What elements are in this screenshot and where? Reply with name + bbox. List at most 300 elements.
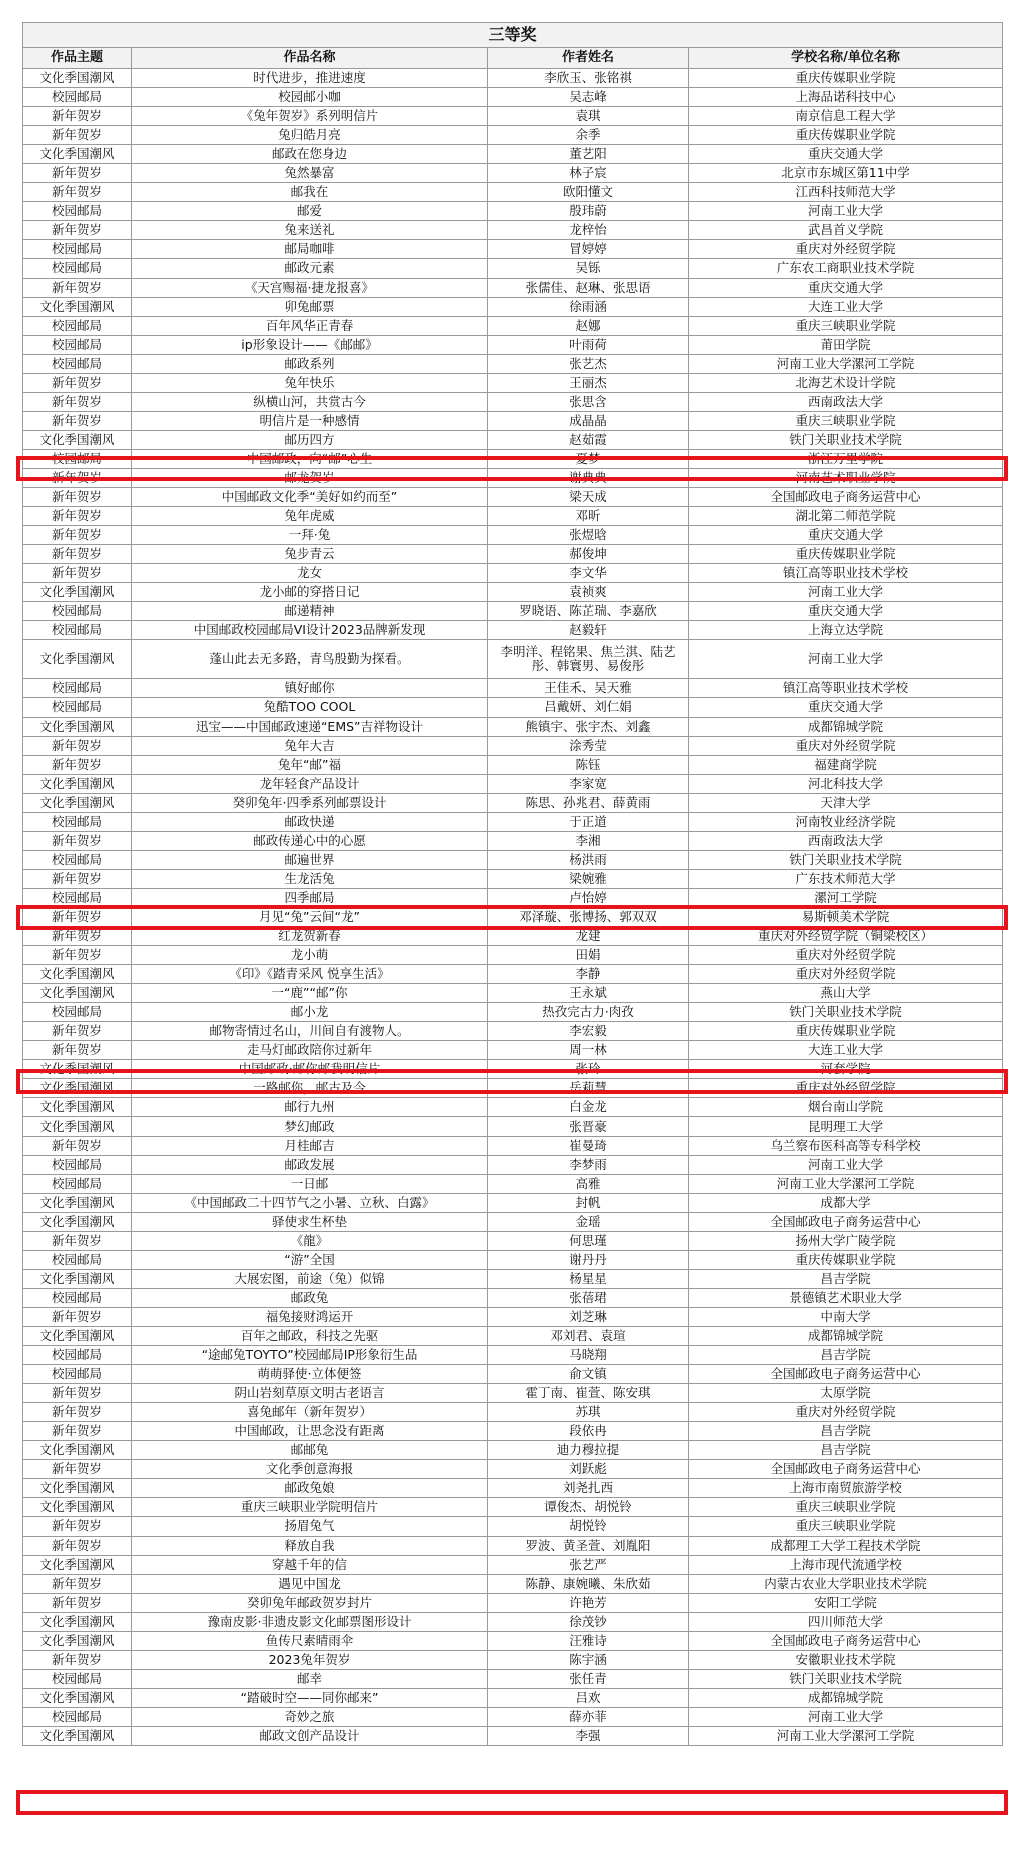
cell-school: 燕山大学 [689, 984, 1003, 1003]
cell-school: 镇江高等职业技术学校 [689, 679, 1003, 698]
cell-theme: 新年贺岁 [23, 1041, 132, 1060]
cell-author: 夏梦 [488, 449, 689, 468]
cell-theme: 文化季国潮风 [23, 1688, 132, 1707]
cell-theme: 新年贺岁 [23, 278, 132, 297]
cell-school: 上海品诺科技中心 [689, 88, 1003, 107]
table-row [23, 965, 1003, 984]
cell-school: 昌吉学院 [689, 1441, 1003, 1460]
cell-school: 河南工业大学漯河工学院 [689, 354, 1003, 373]
cell-theme: 文化季国潮风 [23, 297, 132, 316]
cell-author: 陈钰 [488, 755, 689, 774]
cell-work-name: “踏破时空——同你邮来” [132, 1688, 488, 1707]
cell-school: 重庆传媒职业学院 [689, 1022, 1003, 1041]
table-row [23, 1288, 1003, 1307]
table-row [23, 488, 1003, 507]
table-row [23, 1041, 1003, 1060]
cell-theme: 文化季国潮风 [23, 1269, 132, 1288]
cell-work-name: 走马灯邮政陪你过新年 [132, 1041, 488, 1060]
cell-theme: 校园邮局 [23, 202, 132, 221]
cell-school: 昌吉学院 [689, 1346, 1003, 1365]
cell-author: 龙建 [488, 927, 689, 946]
cell-school: 全国邮政电子商务运营中心 [689, 1631, 1003, 1650]
cell-work-name: 迅宝——中国邮政速递“EMS”吉祥物设计 [132, 717, 488, 736]
cell-school: 成都大学 [689, 1193, 1003, 1212]
cell-theme: 校园邮局 [23, 335, 132, 354]
cell-author: 谢丹丹 [488, 1250, 689, 1269]
cell-author: 封帆 [488, 1193, 689, 1212]
cell-theme: 文化季国潮风 [23, 69, 132, 88]
cell-theme: 新年贺岁 [23, 1460, 132, 1479]
cell-work-name: 一拜·兔 [132, 526, 488, 545]
cell-theme: 新年贺岁 [23, 1517, 132, 1536]
cell-author: 王佳禾、吴天雅 [488, 679, 689, 698]
table-row [23, 545, 1003, 564]
cell-theme: 校园邮局 [23, 1174, 132, 1193]
table-row [23, 698, 1003, 717]
table-row [23, 221, 1003, 240]
cell-theme: 新年贺岁 [23, 468, 132, 487]
cell-work-name: 2023兔年贺岁 [132, 1650, 488, 1669]
cell-theme: 新年贺岁 [23, 564, 132, 583]
cell-author: 刘尧扎西 [488, 1479, 689, 1498]
cell-school: 江西科技师范大学 [689, 183, 1003, 202]
cell-theme: 校园邮局 [23, 888, 132, 907]
table-row [23, 411, 1003, 430]
cell-author: 欧阳懂文 [488, 183, 689, 202]
cell-theme: 文化季国潮风 [23, 1079, 132, 1098]
cell-theme: 新年贺岁 [23, 1384, 132, 1403]
cell-theme: 新年贺岁 [23, 907, 132, 926]
table-row [23, 679, 1003, 698]
cell-school: 景德镇艺术职业大学 [689, 1288, 1003, 1307]
cell-author: 郝俊坤 [488, 545, 689, 564]
cell-theme: 文化季国潮风 [23, 145, 132, 164]
cell-school: 河南工业大学 [689, 202, 1003, 221]
cell-author: 张玲 [488, 1060, 689, 1079]
table-row [23, 354, 1003, 373]
cell-theme: 校园邮局 [23, 812, 132, 831]
cell-work-name: 龙年轻食产品设计 [132, 774, 488, 793]
cell-author: 李强 [488, 1726, 689, 1745]
cell-theme: 新年贺岁 [23, 946, 132, 965]
cell-work-name: 豫南皮影·非遗皮影文化邮票图形设计 [132, 1612, 488, 1631]
cell-author: 薛亦菲 [488, 1707, 689, 1726]
table-row [23, 1060, 1003, 1079]
table-row [23, 1441, 1003, 1460]
title-row [23, 23, 1003, 48]
table-row [23, 202, 1003, 221]
cell-theme: 文化季国潮风 [23, 1098, 132, 1117]
cell-author: 吕欢 [488, 1688, 689, 1707]
cell-author: 段依冉 [488, 1422, 689, 1441]
table-row [23, 373, 1003, 392]
cell-author: 陈思、孙兆君、薛黄雨 [488, 793, 689, 812]
cell-author: 邓泽璇、张博扬、郭双双 [488, 907, 689, 926]
cell-school: 重庆三峡职业学院 [689, 316, 1003, 335]
cell-author: 汪雅诗 [488, 1631, 689, 1650]
cell-author: 田娟 [488, 946, 689, 965]
cell-school: 河南工业大学 [689, 1155, 1003, 1174]
cell-school: 昌吉学院 [689, 1269, 1003, 1288]
cell-work-name: 邮龙贺岁 [132, 468, 488, 487]
cell-author: 李欣玉、张铭祺 [488, 69, 689, 88]
cell-school: 南京信息工程大学 [689, 107, 1003, 126]
cell-school: 全国邮政电子商务运营中心 [689, 488, 1003, 507]
cell-school: 重庆传媒职业学院 [689, 545, 1003, 564]
cell-work-name: 邮政传递心中的心愿 [132, 831, 488, 850]
cell-work-name: 龙女 [132, 564, 488, 583]
cell-author: 崔曼琦 [488, 1136, 689, 1155]
cell-author: 吴铄 [488, 259, 689, 278]
table-row [23, 602, 1003, 621]
cell-theme: 校园邮局 [23, 602, 132, 621]
cell-theme: 新年贺岁 [23, 755, 132, 774]
table-row [23, 1707, 1003, 1726]
table-row [23, 1136, 1003, 1155]
table-row [23, 259, 1003, 278]
cell-author: 李宏毅 [488, 1022, 689, 1041]
table-row [23, 526, 1003, 545]
cell-theme: 校园邮局 [23, 698, 132, 717]
cell-theme: 新年贺岁 [23, 1422, 132, 1441]
cell-work-name: 阴山岩刻草原文明古老语言 [132, 1384, 488, 1403]
cell-author: 张艺杰 [488, 354, 689, 373]
cell-work-name: 邮政兔娘 [132, 1479, 488, 1498]
cell-author: 李湘 [488, 831, 689, 850]
cell-theme: 文化季国潮风 [23, 1726, 132, 1745]
cell-author: 谢典典 [488, 468, 689, 487]
cell-theme: 文化季国潮风 [23, 1498, 132, 1517]
table-row [23, 927, 1003, 946]
cell-school: 西南政法大学 [689, 392, 1003, 411]
cell-theme: 文化季国潮风 [23, 1060, 132, 1079]
table-row [23, 1174, 1003, 1193]
cell-work-name: 邮遍世界 [132, 850, 488, 869]
cell-theme: 文化季国潮风 [23, 965, 132, 984]
cell-school: 重庆传媒职业学院 [689, 1250, 1003, 1269]
cell-work-name: 文化季创意海报 [132, 1460, 488, 1479]
cell-school: 铁门关职业技术学院 [689, 1003, 1003, 1022]
cell-school: 重庆对外经贸学院 [689, 946, 1003, 965]
cell-theme: 新年贺岁 [23, 1231, 132, 1250]
cell-theme: 文化季国潮风 [23, 793, 132, 812]
cell-school: 成都锦城学院 [689, 1688, 1003, 1707]
cell-school: 北京市东城区第11中学 [689, 164, 1003, 183]
table-row [23, 1460, 1003, 1479]
table-row [23, 1498, 1003, 1517]
cell-theme: 校园邮局 [23, 240, 132, 259]
cell-work-name: 卯兔邮票 [132, 297, 488, 316]
cell-theme: 新年贺岁 [23, 927, 132, 946]
cell-author: 龙梓怡 [488, 221, 689, 240]
table-row [23, 1327, 1003, 1346]
cell-work-name: 《兔年贺岁》系列明信片 [132, 107, 488, 126]
cell-work-name: 梦幻邮政 [132, 1117, 488, 1136]
cell-work-name: 四季邮局 [132, 888, 488, 907]
cell-work-name: 邮小龙 [132, 1003, 488, 1022]
cell-theme: 新年贺岁 [23, 1022, 132, 1041]
table-row [23, 774, 1003, 793]
cell-work-name: 纵横山河，共赏古今 [132, 392, 488, 411]
cell-work-name: 扬眉兔气 [132, 1517, 488, 1536]
award-table [22, 22, 1003, 1746]
cell-theme: 新年贺岁 [23, 1574, 132, 1593]
cell-school: 河南工业大学 [689, 583, 1003, 602]
cell-school: 成都锦城学院 [689, 717, 1003, 736]
cell-theme: 新年贺岁 [23, 1403, 132, 1422]
cell-school: 中南大学 [689, 1307, 1003, 1326]
cell-school: 河南工业大学漯河工学院 [689, 1726, 1003, 1745]
table-row [23, 1193, 1003, 1212]
cell-author: 王永斌 [488, 984, 689, 1003]
header-row [23, 48, 1003, 69]
cell-work-name: 龙小萌 [132, 946, 488, 965]
cell-theme: 文化季国潮风 [23, 1631, 132, 1650]
cell-school: 河南艺术职业学院 [689, 468, 1003, 487]
cell-author: 徐雨涵 [488, 297, 689, 316]
cell-author: 邓昕 [488, 507, 689, 526]
cell-theme: 文化季国潮风 [23, 774, 132, 793]
table-row [23, 1365, 1003, 1384]
cell-work-name: “途邮兔TOYTO”校园邮局IP形象衍生品 [132, 1346, 488, 1365]
cell-theme: 文化季国潮风 [23, 1479, 132, 1498]
table-title: 三等奖 [23, 23, 1003, 48]
cell-work-name: 邮政元素 [132, 259, 488, 278]
table-row [23, 1688, 1003, 1707]
cell-work-name: 萌萌驿使·立体便签 [132, 1365, 488, 1384]
cell-school: 浙江万里学院 [689, 449, 1003, 468]
cell-work-name: 兔然暴富 [132, 164, 488, 183]
table-row [23, 1650, 1003, 1669]
cell-school: 重庆交通大学 [689, 145, 1003, 164]
cell-work-name: 鱼传尺素晴雨伞 [132, 1631, 488, 1650]
cell-school: 重庆对外经贸学院（铜梁校区） [689, 927, 1003, 946]
cell-author: 梁婉雅 [488, 869, 689, 888]
cell-school: 重庆三峡职业学院 [689, 1498, 1003, 1517]
cell-author: 张艺严 [488, 1555, 689, 1574]
cell-work-name: 穿越千年的信 [132, 1555, 488, 1574]
cell-theme: 新年贺岁 [23, 1136, 132, 1155]
cell-theme: 文化季国潮风 [23, 1612, 132, 1631]
cell-school: 广东农工商职业技术学院 [689, 259, 1003, 278]
cell-theme: 校园邮局 [23, 679, 132, 698]
cell-author: 苏琪 [488, 1403, 689, 1422]
cell-author: 邓刘君、袁瑄 [488, 1327, 689, 1346]
cell-theme: 校园邮局 [23, 1669, 132, 1688]
cell-work-name: 中国邮政校园邮局VI设计2023品牌新发现 [132, 621, 488, 640]
cell-author: 李家宽 [488, 774, 689, 793]
cell-author: 周一林 [488, 1041, 689, 1060]
table-body [23, 69, 1003, 1746]
cell-author: 白金龙 [488, 1098, 689, 1117]
cell-author: 袁祯爽 [488, 583, 689, 602]
cell-school: 重庆交通大学 [689, 602, 1003, 621]
cell-school: 福建商学院 [689, 755, 1003, 774]
cell-author: 岳莉慧 [488, 1079, 689, 1098]
table-row [23, 1555, 1003, 1574]
cell-work-name: 蓬山此去无多路，青鸟殷勤为探看。 [132, 640, 488, 679]
cell-work-name: 一日邮 [132, 1174, 488, 1193]
cell-theme: 新年贺岁 [23, 1593, 132, 1612]
table-row [23, 812, 1003, 831]
cell-author: 成晶晶 [488, 411, 689, 430]
cell-work-name: 《龍》 [132, 1231, 488, 1250]
table-row [23, 621, 1003, 640]
cell-work-name: 兔年虎威 [132, 507, 488, 526]
cell-work-name: 释放自我 [132, 1536, 488, 1555]
cell-work-name: 邮爱 [132, 202, 488, 221]
cell-school: 重庆交通大学 [689, 526, 1003, 545]
cell-author: 叶雨荷 [488, 335, 689, 354]
table-row [23, 449, 1003, 468]
cell-author: 刘芝琳 [488, 1307, 689, 1326]
cell-theme: 新年贺岁 [23, 869, 132, 888]
cell-theme: 新年贺岁 [23, 736, 132, 755]
cell-author: 张煜晗 [488, 526, 689, 545]
cell-work-name: 中国邮政，向“邮”心生 [132, 449, 488, 468]
table-row [23, 1593, 1003, 1612]
cell-work-name: 重庆三峡职业学院明信片 [132, 1498, 488, 1517]
cell-work-name: 大展宏图，前途（兔）似锦 [132, 1269, 488, 1288]
cell-school: 成都锦城学院 [689, 1327, 1003, 1346]
cell-theme: 新年贺岁 [23, 1536, 132, 1555]
table-row [23, 1155, 1003, 1174]
cell-work-name: 《中国邮政二十四节气之小暑、立秋、白露》 [132, 1193, 488, 1212]
cell-school: 湖北第二师范学院 [689, 507, 1003, 526]
cell-author: 张儒佳、赵琳、张思语 [488, 278, 689, 297]
cell-school: 安阳工学院 [689, 1593, 1003, 1612]
cell-theme: 校园邮局 [23, 1346, 132, 1365]
cell-author: 徐茂钞 [488, 1612, 689, 1631]
cell-school: 大连工业大学 [689, 297, 1003, 316]
cell-work-name: 奇妙之旅 [132, 1707, 488, 1726]
table-row [23, 564, 1003, 583]
cell-work-name: 兔酷TOO COOL [132, 698, 488, 717]
cell-theme: 文化季国潮风 [23, 1193, 132, 1212]
table-row [23, 1517, 1003, 1536]
cell-theme: 新年贺岁 [23, 126, 132, 145]
cell-author: 热孜完古力·肉孜 [488, 1003, 689, 1022]
cell-work-name: 癸卯兔年邮政贺岁封片 [132, 1593, 488, 1612]
cell-school: 漯河工学院 [689, 888, 1003, 907]
table-row [23, 240, 1003, 259]
cell-school: 全国邮政电子商务运营中心 [689, 1460, 1003, 1479]
award-sheet [22, 22, 1002, 1746]
cell-school: 河南工业大学漯河工学院 [689, 1174, 1003, 1193]
header-author: 作者姓名 [488, 48, 689, 69]
cell-author: 梁天成 [488, 488, 689, 507]
header-theme: 作品主题 [23, 48, 132, 69]
table-row [23, 1612, 1003, 1631]
table-row [23, 1403, 1003, 1422]
table-row [23, 1003, 1003, 1022]
cell-author: 张蓓珺 [488, 1288, 689, 1307]
cell-school: 镇江高等职业技术学校 [689, 564, 1003, 583]
table-row [23, 1384, 1003, 1403]
cell-school: 重庆对外经贸学院 [689, 1403, 1003, 1422]
cell-work-name: 百年之邮政，科技之先驱 [132, 1327, 488, 1346]
cell-theme: 校园邮局 [23, 1155, 132, 1174]
cell-work-name: 一“鹿”“邮”你 [132, 984, 488, 1003]
cell-theme: 文化季国潮风 [23, 984, 132, 1003]
cell-theme: 校园邮局 [23, 354, 132, 373]
cell-work-name: 遇见中国龙 [132, 1574, 488, 1593]
table-row [23, 335, 1003, 354]
table-row [23, 69, 1003, 88]
cell-school: 烟台南山学院 [689, 1098, 1003, 1117]
cell-work-name: 明信片是一种感情 [132, 411, 488, 430]
cell-theme: 新年贺岁 [23, 507, 132, 526]
cell-work-name: 生龙活兔 [132, 869, 488, 888]
cell-theme: 校园邮局 [23, 621, 132, 640]
cell-school: 天津大学 [689, 793, 1003, 812]
cell-work-name: 邮幸 [132, 1669, 488, 1688]
cell-author: 许艳芳 [488, 1593, 689, 1612]
cell-school: 铁门关职业技术学院 [689, 430, 1003, 449]
cell-work-name: 兔来送礼 [132, 221, 488, 240]
table-row [23, 145, 1003, 164]
cell-school: 铁门关职业技术学院 [689, 850, 1003, 869]
cell-author: 林子宸 [488, 164, 689, 183]
cell-school: 易斯顿美术学院 [689, 907, 1003, 926]
cell-school: 河南工业大学 [689, 1707, 1003, 1726]
table-row [23, 164, 1003, 183]
cell-theme: 新年贺岁 [23, 183, 132, 202]
cell-theme: 新年贺岁 [23, 221, 132, 240]
cell-work-name: 驿使求生杯垫 [132, 1212, 488, 1231]
cell-theme: 文化季国潮风 [23, 430, 132, 449]
cell-work-name: 兔年大吉 [132, 736, 488, 755]
table-row [23, 583, 1003, 602]
cell-theme: 校园邮局 [23, 1707, 132, 1726]
cell-author: 陈静、康婉曦、朱欣茹 [488, 1574, 689, 1593]
cell-theme: 文化季国潮风 [23, 1117, 132, 1136]
table-row [23, 1669, 1003, 1688]
cell-work-name: 中国邮政文化季“美好如约而至” [132, 488, 488, 507]
table-row [23, 468, 1003, 487]
table-row [23, 1631, 1003, 1650]
cell-school: 安徽职业技术学院 [689, 1650, 1003, 1669]
cell-school: 莆田学院 [689, 335, 1003, 354]
cell-work-name: 邮行九州 [132, 1098, 488, 1117]
cell-work-name: 癸卯兔年·四季系列邮票设计 [132, 793, 488, 812]
cell-author: 李梦雨 [488, 1155, 689, 1174]
cell-author: 何思瑾 [488, 1231, 689, 1250]
table-row [23, 107, 1003, 126]
table-row [23, 736, 1003, 755]
cell-theme: 校园邮局 [23, 316, 132, 335]
cell-work-name: 中国邮政·邮你邮我明信片 [132, 1060, 488, 1079]
cell-work-name: 《印》《踏青采风 悦享生活》 [132, 965, 488, 984]
cell-work-name: 月见“兔”云间“龙” [132, 907, 488, 926]
cell-work-name: 兔年“邮”福 [132, 755, 488, 774]
cell-theme: 文化季国潮风 [23, 717, 132, 736]
cell-author: 熊镇宇、张宇杰、刘鑫 [488, 717, 689, 736]
cell-author: 陈宇涵 [488, 1650, 689, 1669]
cell-work-name: 兔步青云 [132, 545, 488, 564]
cell-school: 重庆对外经贸学院 [689, 1079, 1003, 1098]
table-row [23, 946, 1003, 965]
cell-school: 上海市现代流通学校 [689, 1555, 1003, 1574]
cell-author: 余季 [488, 126, 689, 145]
table-row [23, 297, 1003, 316]
cell-theme: 新年贺岁 [23, 392, 132, 411]
cell-author: 于正道 [488, 812, 689, 831]
table-row [23, 88, 1003, 107]
table-row [23, 1726, 1003, 1745]
cell-author: 谭俊杰、胡悦铃 [488, 1498, 689, 1517]
table-row [23, 1536, 1003, 1555]
